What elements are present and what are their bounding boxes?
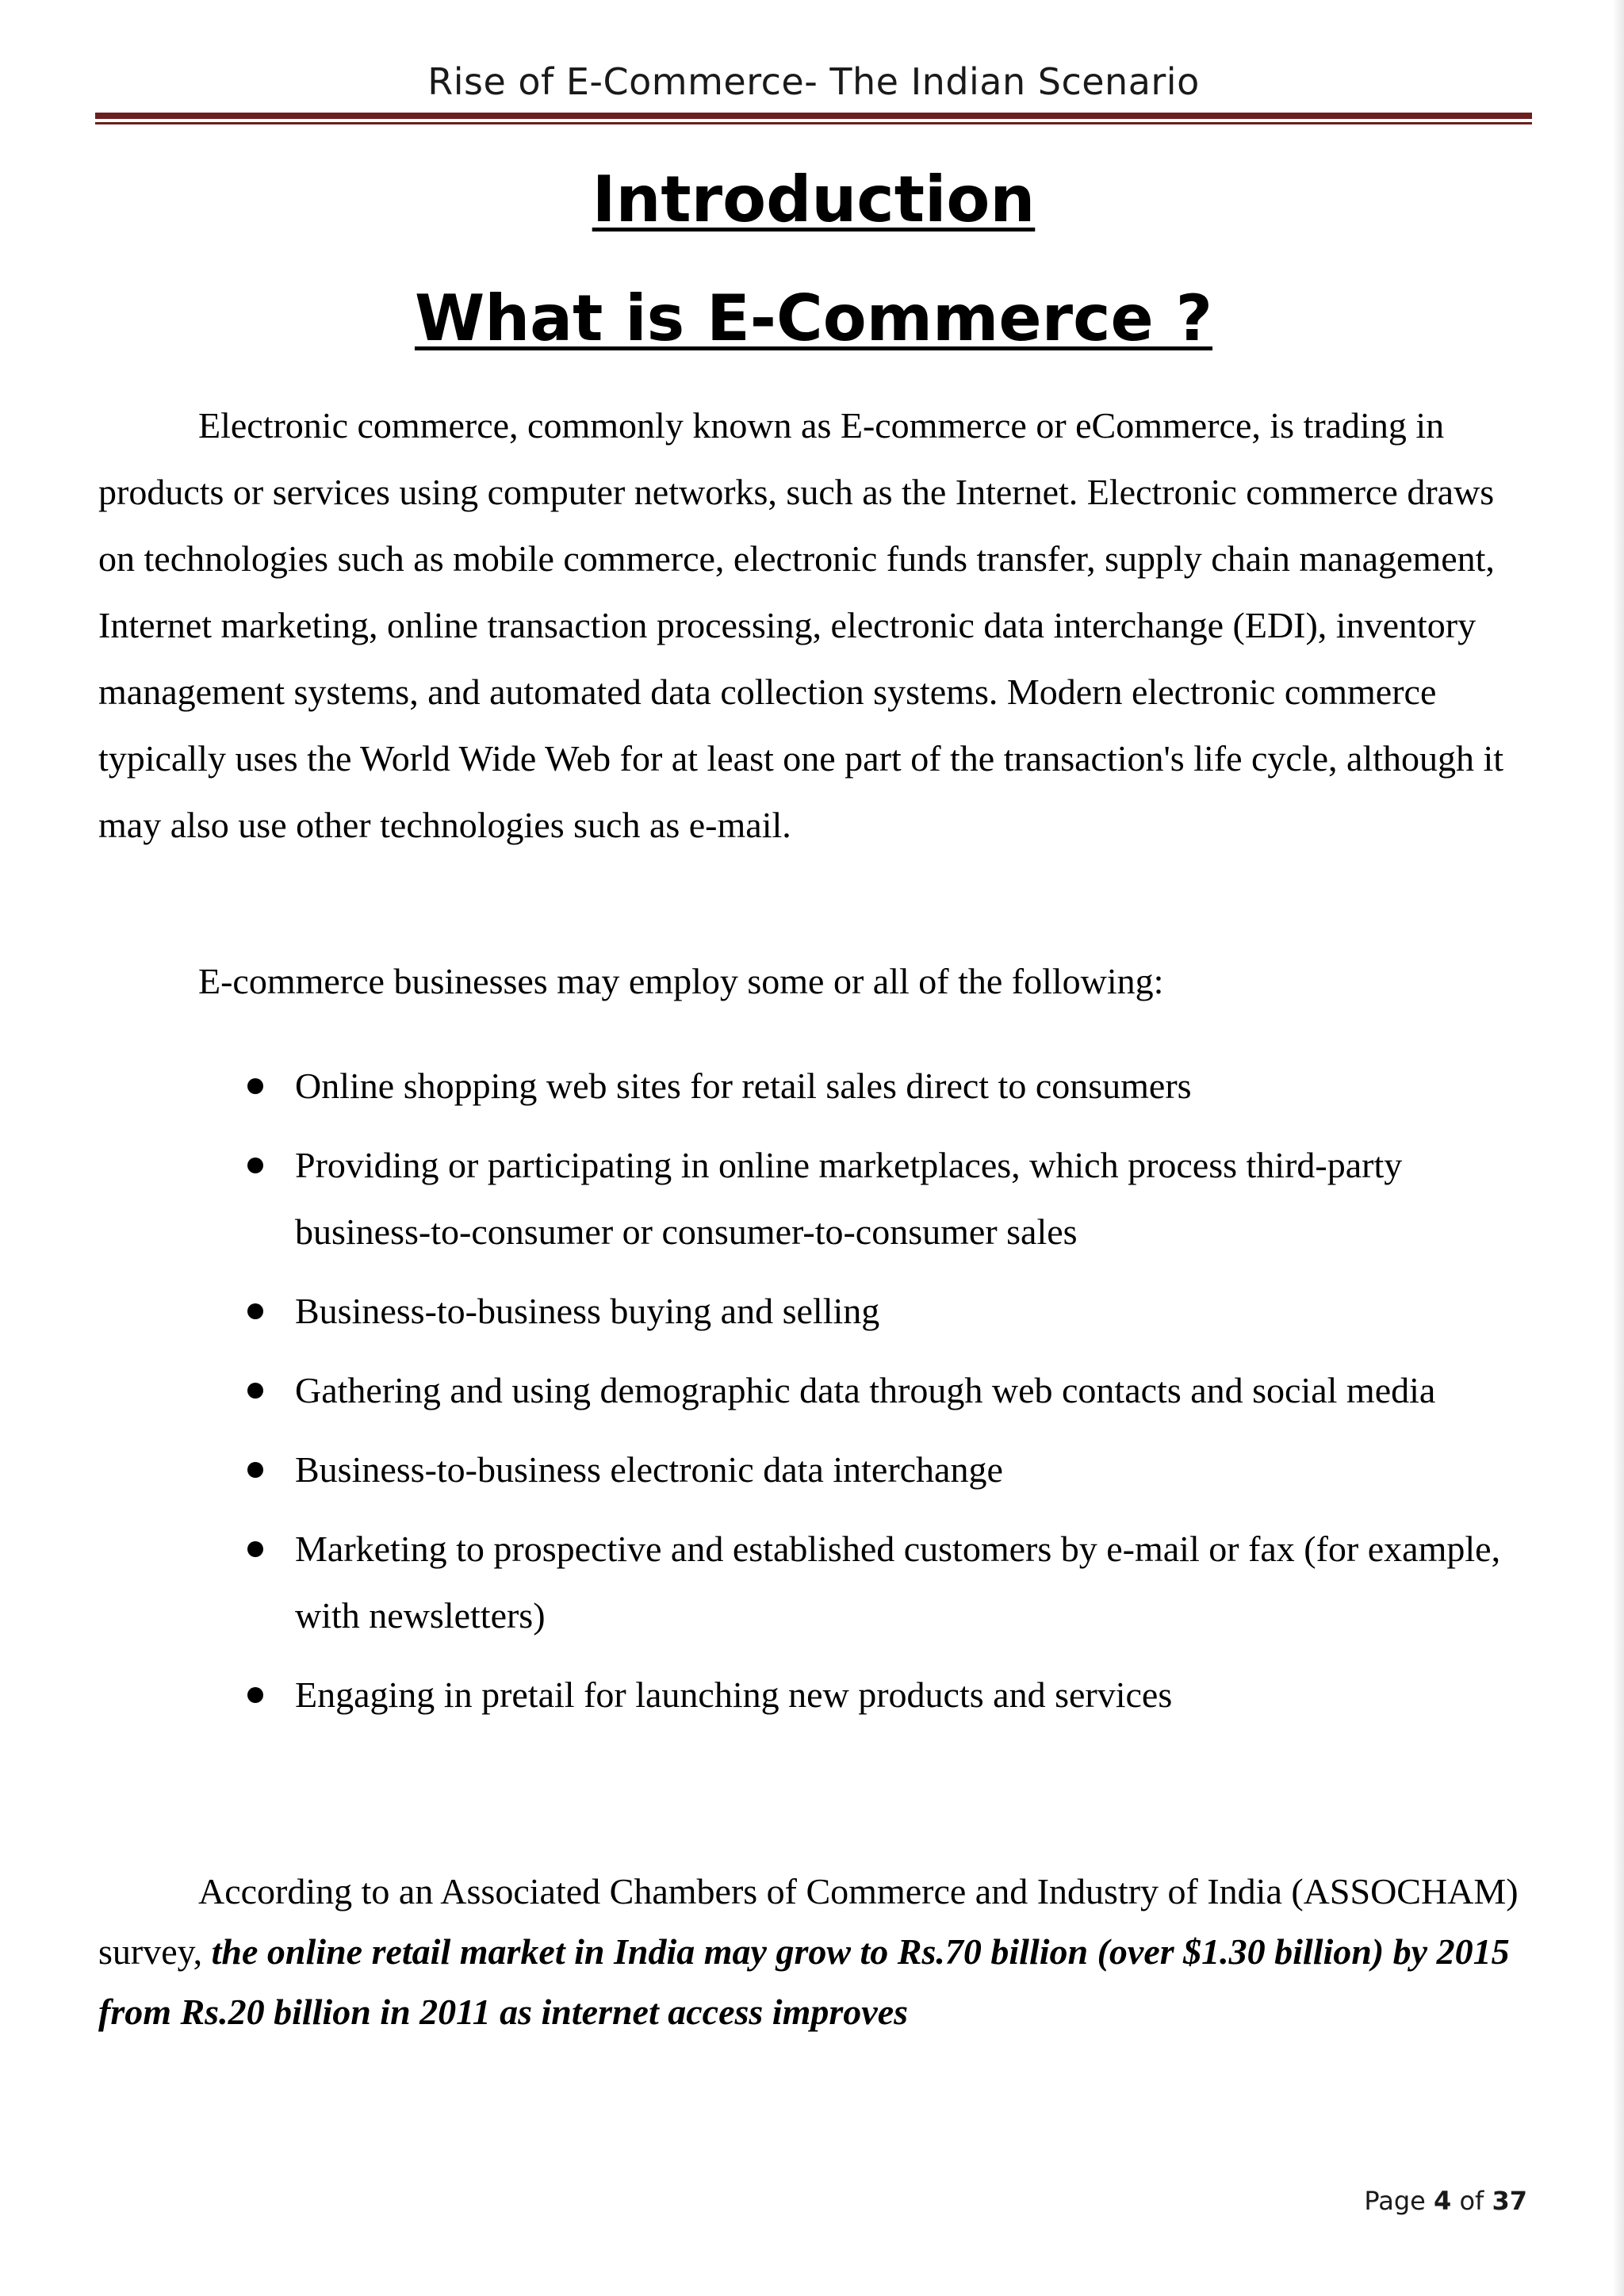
bullet-icon [247,1078,263,1094]
page-label: Page [1364,2186,1426,2216]
list-item-text: Marketing to prospective and established customers by e-mail or fax (for example, with newsletters) [295,1529,1501,1636]
header-rule-thin [95,122,1532,124]
bullet-icon [247,1383,263,1399]
list-item [98,1516,1532,1649]
section-heading: Introduction [592,163,1036,236]
bullet-icon [247,1462,263,1478]
bullet-icon [247,1158,263,1173]
list-item [98,1662,1532,1728]
list-lead-paragraph: E-commerce businesses may employ some or all of the following: [198,961,1164,1001]
running-header: Rise of E-Commerce- The Indian Scenario [427,60,1200,103]
list-item-text: Engaging in pretail for launching new products and services [295,1674,1173,1715]
list-item [98,1437,1532,1503]
page-total: 37 [1492,2186,1527,2216]
page-of: of [1459,2186,1484,2216]
page-current: 4 [1434,2186,1452,2216]
list-item [98,1357,1532,1424]
list-item-text: Gathering and using demographic data through web contacts and social media [295,1370,1436,1410]
bullet-icon [247,1303,263,1319]
list-item-text: Providing or participating in online marketplaces, which process third-party business-to-consumer or consumer-to-consumer sales [295,1145,1403,1252]
closing-text: According to an Associated Chambers of Commerce and Industry of India (ASSOCHAM) survey, [98,1871,1519,1972]
bullet-list [98,1053,1532,1741]
bullet-icon [247,1687,263,1703]
list-item [98,1053,1532,1119]
intro-paragraph: Electronic commerce, commonly known as E-commerce or eCommerce, is trading in products or services using computer networks, such as the Internet. Electronic commerce draws on technologies such as mobile commerce, electronic funds transfer, supply chain management, Internet marketing, online transaction processing, electronic data interchange (EDI), inventory management systems, and automated data collection systems. Modern electronic commerce typically uses the World Wide Web for at least one part of the transaction's life cycle, although it may also use other technologies such as e-mail. [98,405,1504,845]
list-item-text: Business-to-business buying and selling [295,1291,880,1331]
closing-paragraph [98,1862,1532,2042]
list-item [98,1132,1532,1265]
question-heading: What is E-Commerce ? [414,281,1213,355]
page-edge-shadow [1613,0,1624,2296]
list-item-text: Business-to-business electronic data interchange [295,1449,1003,1490]
page-number [1189,2186,1527,2216]
list-item [98,1278,1532,1345]
bullet-icon [247,1541,263,1557]
header-rule-thick [95,113,1532,119]
list-item-text: Online shopping web sites for retail sales direct to consumers [295,1066,1192,1106]
closing-emphasis: the online retail market in India may grow to Rs.70 billion (over $1.30 billion) by 2015 from Rs.20 billion in 2011 as internet access improves [98,1931,1510,2032]
